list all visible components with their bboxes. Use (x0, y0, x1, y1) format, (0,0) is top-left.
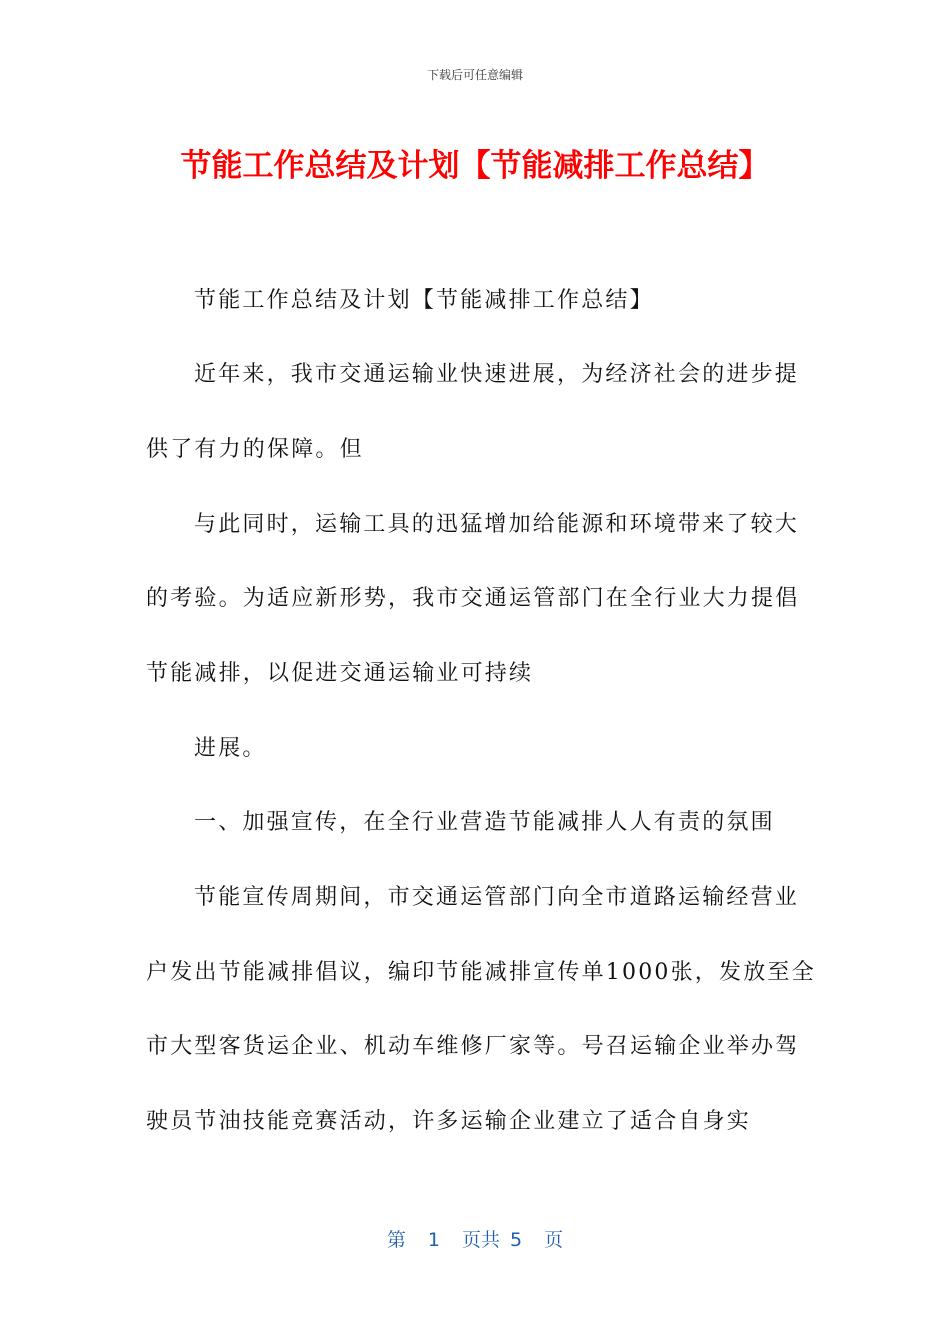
footer-prefix: 第 (386, 1229, 406, 1251)
body-line: 节能宣传周期间，市交通运管部门向全市道路运输经营业 (194, 885, 800, 910)
body-line: 供了有力的保障。但 (146, 437, 364, 462)
footer-total-pages: 5 (510, 1229, 523, 1251)
header-note: 下载后可任意编辑 (426, 68, 523, 82)
body-line: 的考验。为适应新形势，我市交通运管部门在全行业大力提倡 (146, 586, 800, 611)
footer-suffix: 页 (544, 1229, 564, 1251)
body-line: 驶员节油技能竞赛活动，许多运输企业建立了适合自身实 (146, 1109, 752, 1134)
footer-middle: 页共 (461, 1229, 500, 1251)
footer-current-page: 1 (427, 1229, 440, 1251)
body-line: 节能减排，以促进交通运输业可持续 (146, 661, 534, 686)
body-line: 节能工作总结及计划【节能减排工作总结】 (194, 288, 654, 313)
document-title: 节能工作总结及计划【节能减排工作总结】 (180, 148, 770, 184)
page-footer (0, 1225, 950, 1252)
body-line: 近年来，我市交通运输业快速进展，为经济社会的进步提 (194, 362, 800, 387)
body-line: 户发出节能减排倡议，编印节能减排宣传单1000张，发放至全 (146, 960, 816, 985)
body-line: 与此同时，运输工具的迅猛增加给能源和环境带来了较大 (194, 512, 800, 537)
section-heading: 一、加强宣传，在全行业营造节能减排人人有责的氛围 (194, 810, 775, 835)
body-line: 市大型客货运企业、机动车维修厂家等。号召运输企业举办驾 (146, 1034, 800, 1059)
body-line: 进展。 (194, 736, 267, 761)
